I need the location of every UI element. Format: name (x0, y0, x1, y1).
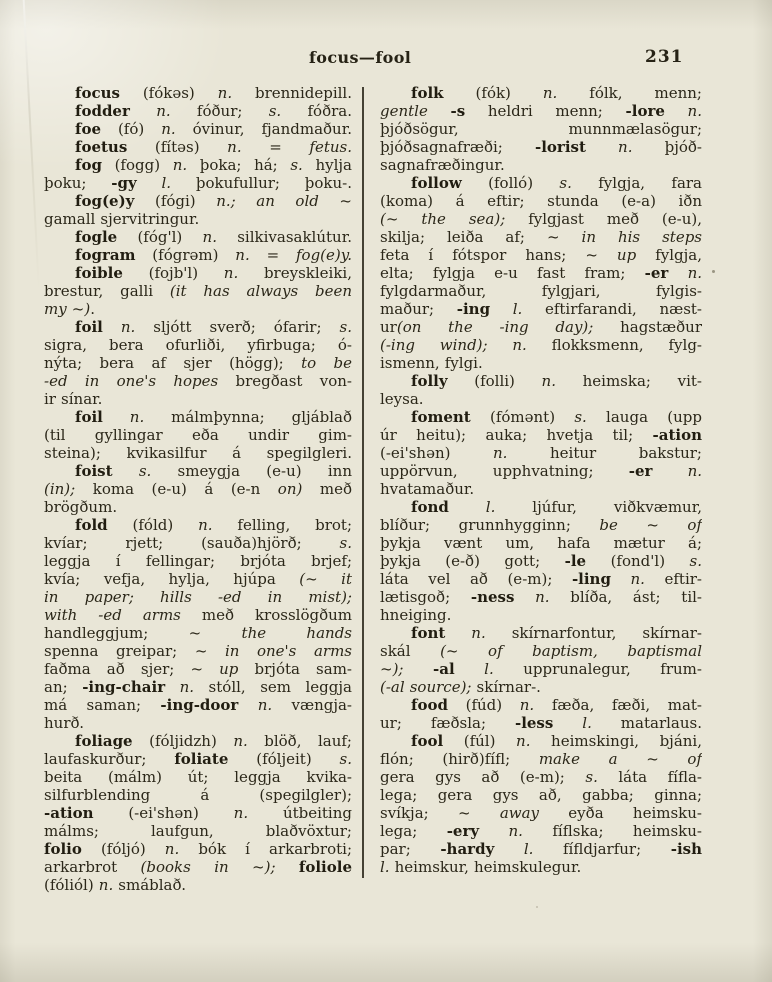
dictionary-line: úr heitu); auka; hvetja til; -ation (380, 426, 702, 444)
dictionary-line: nýta; bera af sjer (högg); to be (44, 354, 352, 372)
right-column (380, 84, 702, 876)
italic-text: l. (485, 498, 496, 516)
italic-text: s. (339, 750, 352, 768)
italic-text: n. (512, 336, 527, 354)
dictionary-line: fond l. ljúfur, viðkvæmur, (411, 498, 702, 516)
italic-text: on) (277, 480, 303, 498)
headword-or-suffix: -ness (470, 588, 515, 606)
italic-text: (~ the sea); (380, 210, 506, 228)
dictionary-line: foil n. málmþynna; gljáblað (75, 408, 352, 426)
headword-or-suffix: -gy (111, 174, 137, 192)
italic-text: s. (574, 408, 587, 426)
dictionary-line: folk (fók) n. fólk, menn; (411, 84, 702, 102)
dictionary-line: foment (fómənt) s. lauga (upp (411, 408, 702, 426)
dictionary-line: lega; gera gys að, gabba; ginna; (380, 786, 702, 804)
italic-text: n. (233, 732, 248, 750)
italic-text: n. (630, 570, 645, 588)
dictionary-line: par; -hardy l. fífldjarfur; -ish (380, 840, 702, 858)
headword-or-suffix: -lorist (535, 138, 586, 156)
dictionary-line: þjóðsögur, munnmælasögur; (380, 120, 702, 138)
headword-or-suffix: foliole (298, 858, 352, 876)
dictionary-line: font n. skírnarfontur, skírnar- (411, 624, 702, 642)
italic-text: n. (618, 138, 633, 156)
headword-or-suffix: -ling (571, 570, 611, 588)
dictionary-line: þoku; -gy l. þokufullur; þoku-. (44, 174, 352, 192)
left-column (44, 84, 352, 894)
dictionary-line: ir sínar. (44, 390, 103, 408)
dictionary-line: leggja í fellingar; brjóta brjef; (44, 552, 352, 570)
headword-or-suffix: fond (411, 498, 449, 516)
dictionary-line: foist s. smeygja (e-u) inn (75, 462, 352, 480)
headword-or-suffix: folk (411, 84, 444, 102)
dictionary-line: foe (fó) n. óvinur, fjandmaður. (75, 120, 352, 138)
dictionary-line: svíkja; ~ away eyða heimsku- (380, 804, 702, 822)
italic-text: n. (519, 696, 535, 714)
italic-text: (it has always been (169, 282, 352, 300)
italic-text: l. (523, 840, 534, 858)
dictionary-line: (fóliól) n. smáblað. (44, 876, 187, 894)
column-divider (362, 87, 364, 878)
dictionary-line: kvía; vefja, hylja, hjúpa (~ it (44, 570, 352, 588)
dictionary-line: má saman; -ing-door n. vængja- (44, 696, 352, 714)
dictionary-line: handleggjum; ~ the hands (44, 624, 352, 642)
dictionary-line: gentle -s heldri menn; -lore n. (380, 102, 702, 120)
dictionary-line: hneiging. (380, 606, 452, 624)
dictionary-line: focus (fókəs) n. brennidepill. (75, 84, 352, 102)
headword-or-suffix: follow (411, 174, 462, 192)
headword-or-suffix: font (411, 624, 446, 642)
headword-or-suffix: fogram (75, 246, 136, 264)
dictionary-line: folly (folli) n. heimska; vit- (411, 372, 702, 390)
headword-or-suffix: fool (411, 732, 444, 750)
italic-text: n. (508, 822, 523, 840)
dictionary-line: steina); kvikasilfur á spegilgleri. (44, 444, 352, 462)
italic-text: s. (585, 768, 598, 786)
italic-text: n. (98, 876, 114, 894)
headword-or-suffix: -ery (446, 822, 480, 840)
dictionary-line: flón; (hirð)fífl; make a ~ of (380, 750, 702, 768)
italic-text: an old ~ (256, 192, 352, 210)
dictionary-line: gamall sjervitringur. (44, 210, 200, 228)
dictionary-line: -ation (-ei'shən) n. útbeiting (44, 804, 352, 822)
dictionary-line: follow (folló) s. fylgja, fara (411, 174, 702, 192)
headword-or-suffix: -s (450, 102, 466, 120)
italic-text: n. (257, 696, 273, 714)
dictionary-line: faðma að sjer; ~ up brjóta sam- (44, 660, 352, 678)
dictionary-line: þykja (e-ð) gott; -le (fond'l) s. (380, 552, 702, 570)
dictionary-line: with -ed arms með krosslögðum (44, 606, 352, 624)
dictionary-line: hurð. (44, 714, 85, 732)
italic-text: s. (268, 102, 282, 120)
dictionary-line: my ~). (44, 300, 95, 318)
dictionary-line: skilja; leiða af; ~ in his steps (380, 228, 702, 246)
dictionary-line: fog(e)y (fógi) n.; an old ~ (75, 192, 352, 210)
dictionary-line: foliage (fóljidzh) n. blöð, lauf; (75, 732, 352, 750)
headword-or-suffix: -ing-chair (82, 678, 166, 696)
dictionary-line: leysa. (380, 390, 424, 408)
italic-text: n. (172, 156, 188, 174)
italic-text: -ed in one's hopes (44, 372, 219, 390)
page-number: 231 (645, 47, 684, 67)
italic-text: n. (227, 138, 242, 156)
dictionary-line: spenna greipar; ~ in one's arms (44, 642, 352, 660)
dictionary-line: þjóðsagnafræði; -lorist n. þjóð- (380, 138, 702, 156)
dictionary-line: brögðum. (44, 498, 118, 516)
italic-text: ~ up (585, 246, 637, 264)
dictionary-line: gera gys að (e-m); s. láta fífla- (380, 768, 702, 786)
italic-text: (~ it (299, 570, 352, 588)
italic-text: with -ed arms (44, 606, 181, 624)
dictionary-line: ur(on the -ing day); hagstæður (380, 318, 702, 336)
italic-text: n. (198, 516, 213, 534)
dictionary-line: hvatamaður. (380, 480, 475, 498)
headword-or-suffix: foe (75, 120, 102, 138)
italic-text: ~ in one's arms (194, 642, 352, 660)
headword-or-suffix: foil (75, 408, 103, 426)
dictionary-line: lætisgoð; -ness n. blíða, ást; til- (380, 588, 702, 606)
dictionary-line: sagnafræðingur. (380, 156, 505, 174)
italic-text: n. (202, 228, 217, 246)
headword-or-suffix: -er (628, 462, 653, 480)
italic-text: n.; (216, 192, 236, 210)
dictionary-line: arkarbrot (books in ~); foliole (44, 858, 352, 876)
italic-text: n. (471, 624, 486, 642)
headword-or-suffix: folio (44, 840, 82, 858)
headword-or-suffix: fog (75, 156, 102, 174)
italic-text: (-ing wind); (380, 336, 488, 354)
italic-text: fog(e)y. (295, 246, 352, 264)
dictionary-line: málms; laufgun, blaðvöxtur; (44, 822, 352, 840)
dictionary-line: elta; fylgja e-u fast fram; -er n. (380, 264, 702, 282)
italic-text: n. (233, 804, 249, 822)
dictionary-line: food (fúd) n. fæða, fæði, mat- (411, 696, 702, 714)
headword-or-suffix: foil (75, 318, 103, 336)
headword-or-suffix: -ing-door (160, 696, 239, 714)
headword-or-suffix: foist (75, 462, 113, 480)
dictionary-line: folio (fóljó) n. bók í arkarbroti; (44, 840, 352, 858)
dictionary-line: (koma) á eftir; stunda (e-a) iðn (380, 192, 702, 210)
dictionary-line: fogram (fógrəm) n. = fog(e)y. (75, 246, 352, 264)
dictionary-line: (-al source); skírnar-. (380, 678, 541, 696)
dictionary-line: fogle (fóg'l) n. silkivasaklútur. (75, 228, 352, 246)
dictionary-line: fool (fúl) n. heimskingi, bjáni, (411, 732, 702, 750)
italic-text: n. (161, 120, 176, 138)
italic-text: n. (164, 840, 180, 858)
paper-crease (22, 0, 40, 290)
headword-or-suffix: -ation (652, 426, 702, 444)
italic-text: n. (129, 408, 145, 426)
dictionary-line: ismenn, fylgi. (380, 354, 483, 372)
headword-or-suffix: -ation (44, 804, 94, 822)
italic-text: ~ away (457, 804, 540, 822)
italic-text: (-al source); (380, 678, 472, 696)
dictionary-line: l. heimskur, heimskulegur. (380, 858, 582, 876)
dictionary-line: foetus (fítəs) n. = fetus. (75, 138, 352, 156)
headword-or-suffix: foliage (75, 732, 133, 750)
italic-text: (on the -ing day); (396, 318, 594, 336)
headword-or-suffix: -hardy (440, 840, 495, 858)
dictionary-line: (in); koma (e-u) á (e-n on) með (44, 480, 352, 498)
headword-or-suffix: foliate (174, 750, 229, 768)
dictionary-line: maður; -ing l. eftirfarandi, næst- (380, 300, 702, 318)
italic-text: gentle (380, 102, 428, 120)
dictionary-line: foible (fojb'l) n. breyskleiki, (75, 264, 352, 282)
headword-or-suffix: folly (411, 372, 448, 390)
headword-or-suffix: fogle (75, 228, 118, 246)
dictionary-line: fold (fóld) n. felling, brot; (75, 516, 352, 534)
italic-text: n. (120, 318, 136, 336)
dictionary-line: þykja vænt um, hafa mætur á; (380, 534, 702, 552)
headword-or-suffix: focus (75, 84, 120, 102)
italic-text: (books in ~); (140, 858, 276, 876)
italic-text: l. (484, 660, 494, 678)
dictionary-line: feta í fótspor hans; ~ up fylgja, (380, 246, 702, 264)
italic-text: (in); (44, 480, 76, 498)
headword-or-suffix: -ing (456, 300, 491, 318)
italic-text: l. (582, 714, 592, 732)
headword-or-suffix: -er (644, 264, 669, 282)
dictionary-line: (~ the sea); fylgjast með (e-u), (380, 210, 702, 228)
dictionary-line: -ed in one's hopes bregðast von- (44, 372, 352, 390)
italic-text: n. (687, 462, 702, 480)
italic-text: n. (156, 102, 171, 120)
italic-text: (~ of baptism, baptismal (440, 642, 702, 660)
dictionary-line: brestur, galli (it has always been (44, 282, 352, 300)
italic-text: s. (290, 156, 303, 174)
dictionary-line: (til gyllingar eða undir gim- (44, 426, 352, 444)
headword-or-suffix: fog(e)y (75, 192, 135, 210)
italic-text: n. (223, 264, 239, 282)
headword-or-suffix: -less (514, 714, 554, 732)
italic-text: n. (535, 588, 550, 606)
italic-text: make a ~ of (538, 750, 702, 768)
italic-text: my ~) (44, 300, 91, 318)
italic-text: n. (179, 678, 195, 696)
italic-text: l. (161, 174, 172, 192)
dictionary-line: ur; fæðsla; -less l. matarlaus. (380, 714, 702, 732)
headword-or-suffix: -le (564, 552, 587, 570)
italic-text: n. (687, 264, 702, 282)
italic-text: s. (689, 552, 702, 570)
dictionary-line: ~); -al l. upprunalegur, frum- (380, 660, 702, 678)
italic-text: be ~ of (599, 516, 702, 534)
running-head: focus—fool (309, 48, 412, 67)
dictionary-line: skál (~ of baptism, baptismal (380, 642, 702, 660)
dictionary-line: sigra, bera ofurliði, yfirbuga; ó- (44, 336, 352, 354)
italic-text: n. (516, 732, 531, 750)
headword-or-suffix: fold (75, 516, 108, 534)
headword-or-suffix: foible (75, 264, 123, 282)
dictionary-line: beita (málm) út; leggja kvika- (44, 768, 352, 786)
italic-text: ~ the hands (188, 624, 352, 642)
italic-text: n. (235, 246, 250, 264)
dictionary-line: fodder n. fóður; s. fóðra. (75, 102, 352, 120)
dictionary-line: fylgdarmaður, fylgjari, fylgis- (380, 282, 702, 300)
headword-or-suffix: food (411, 696, 448, 714)
italic-text: s. (339, 534, 352, 552)
dictionary-line: fog (fogg) n. þoka; há; s. hylja (75, 156, 352, 174)
paper-speck (712, 270, 715, 273)
italic-text: s. (138, 462, 152, 480)
dictionary-line: laufaskurður; foliate (fóljeit) s. (44, 750, 352, 768)
dictionary-line: silfurblending á (spegilgler); (44, 786, 352, 804)
dictionary-line: an; -ing-chair n. stóll, sem leggja (44, 678, 352, 696)
italic-text: in paper; hills -ed in mist); (44, 588, 352, 606)
headword-or-suffix: -lore (625, 102, 665, 120)
dictionary-line: (-ing wind); n. flokksmenn, fylg- (380, 336, 702, 354)
italic-text: n. (542, 84, 558, 102)
italic-text: n. (493, 444, 508, 462)
italic-text: ~); (380, 660, 404, 678)
dictionary-line: láta vel að (e-m); -ling n. eftir- (380, 570, 702, 588)
headword-or-suffix: -ish (670, 840, 702, 858)
paper-speck (536, 906, 538, 908)
headword-or-suffix: foment (411, 408, 471, 426)
italic-text: l. (380, 858, 390, 876)
italic-text: s. (559, 174, 572, 192)
dictionary-line: kvíar; rjett; (sauða)hjörð; s. (44, 534, 352, 552)
headword-or-suffix: -al (433, 660, 455, 678)
italic-text: to be (301, 354, 352, 372)
dictionary-line: uppörvun, upphvatning; -er n. (380, 462, 702, 480)
headword-or-suffix: fodder (75, 102, 130, 120)
italic-text: n. (541, 372, 556, 390)
italic-text: n. (217, 84, 233, 102)
italic-text: n. (687, 102, 702, 120)
dictionary-line (44, 588, 352, 606)
italic-text: fetus. (309, 138, 352, 156)
italic-text: ~ in his steps (546, 228, 702, 246)
dictionary-line: lega; -ery n. fíflska; heimsku- (380, 822, 702, 840)
italic-text: l. (512, 300, 523, 318)
dictionary-line: foil n. sljótt sverð; ófarir; s. (75, 318, 352, 336)
italic-text: s. (339, 318, 352, 336)
italic-text: ~ up (190, 660, 239, 678)
headword-or-suffix: foetus (75, 138, 128, 156)
dictionary-line: blíður; grunnhygginn; be ~ of (380, 516, 702, 534)
dictionary-line: (-ei'shən) n. heitur bakstur; (380, 444, 702, 462)
